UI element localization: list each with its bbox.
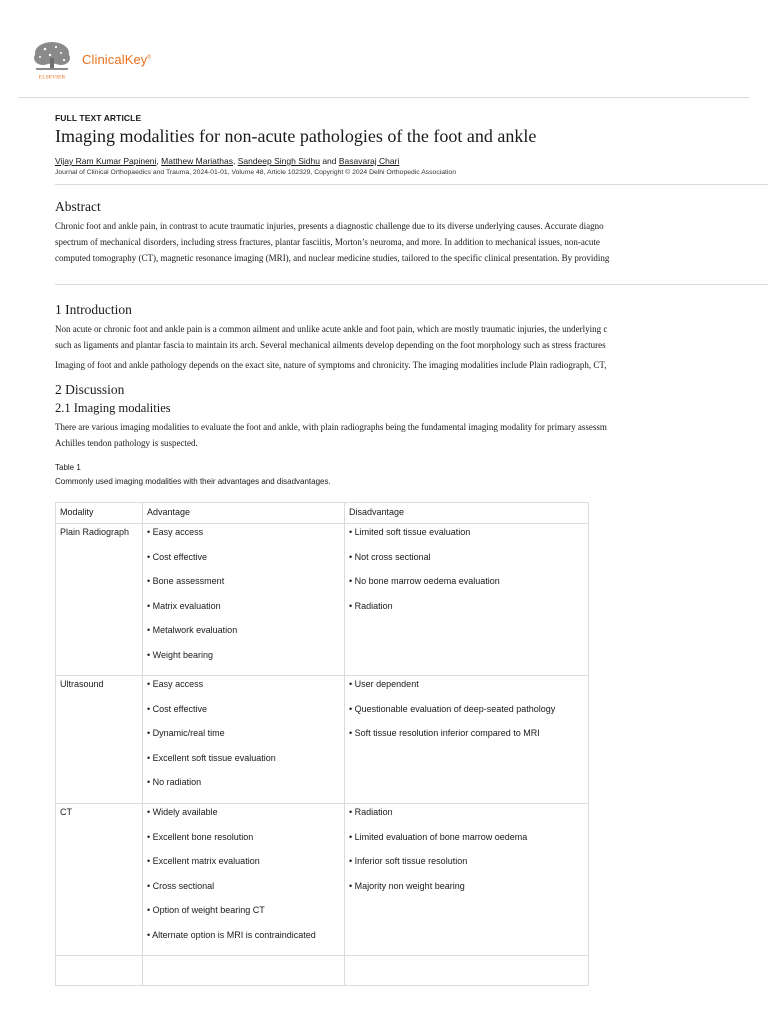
article-type: FULL TEXT ARTICLE [55,113,142,123]
disadvantage-item: • Radiation [349,807,393,817]
article-title: Imaging modalities for non-acute pathologies of the foot and ankle [55,126,537,146]
disadvantage-cell [345,956,589,986]
paragraph-line: such as ligaments and plantar fascia to maintain its arch. Several mechanical ailments develop depending on the foot morphology such as stress fractures [55,340,606,350]
brand-name: ClinicalKey [82,52,148,67]
author-separator: and [319,156,339,166]
author-link[interactable]: Basavaraj Chari [338,156,400,166]
section-divider [55,184,768,185]
advantage-item: • Option of weight bearing CT [147,905,265,915]
advantage-cell [143,804,345,956]
author-link[interactable]: Sandeep Singh Sidhu [237,156,320,166]
clinicalkey-brand[interactable] [82,52,151,67]
discussion-paragraph [55,419,768,451]
table-row [56,676,589,804]
disadvantage-item: • Radiation [349,600,393,611]
table-row [56,524,589,676]
section-divider [55,284,768,285]
advantage-item: • Dynamic/real time [147,728,225,738]
elsevier-tree-logo[interactable] [30,40,74,80]
advantage-cell [143,524,345,676]
disadvantage-item: • Soft tissue resolution inferior compared to MRI [349,728,540,738]
column-header-disadvantage: Disadvantage [345,503,589,524]
imaging-modalities-heading: 2.1 Imaging modalities [55,401,171,415]
table-row [56,956,589,986]
table-header-row [56,503,589,524]
modality-cell [56,956,143,986]
advantage-item: • Easy access [147,527,204,537]
disadvantage-item: • Not cross sectional [349,551,431,562]
advantage-item: • No radiation [147,777,202,787]
site-header [0,0,768,98]
advantage-cell [143,956,345,986]
disadvantage-item: • Limited soft tissue evaluation [349,527,471,537]
advantage-item: • Excellent soft tissue evaluation [147,752,276,763]
advantage-item: • Matrix evaluation [147,600,221,611]
table-caption: Commonly used imaging modalities with their advantages and disadvantages. [55,477,331,486]
advantage-item: • Excellent bone resolution [147,831,254,842]
introduction-paragraph [55,321,768,353]
abstract-text [55,218,768,266]
advantage-item: • Cross sectional [147,880,215,891]
author-separator: , [156,156,162,166]
introduction-paragraph: Imaging of foot and ankle pathology depends on the exact site, nature of symptoms and chronicity. The imaging modalities include Plain radiograph, CT, [55,360,607,370]
paragraph-line: There are various imaging modalities to evaluate the foot and ankle, with plain radiographs being the fundamental imaging modality for primary assessm [55,422,607,432]
author-link[interactable]: Matthew Mariathas [161,156,233,166]
abstract-line: spectrum of mechanical disorders, including stress fractures, plantar fasciitis, Morton’s neuroma, and more. In addition to mechanical issues, non-acute [55,237,600,247]
abstract-line: computed tomography (CT), magnetic resonance imaging (MRI), and nuclear medicine studies, tailored to the specific clinical presentation. By providing [55,253,610,263]
disadvantage-cell [345,804,589,956]
paragraph-line: Non acute or chronic foot and ankle pain is a common ailment and unlike acute ankle and foot pain, which are mostly traumatic injuries, the underlying c [55,324,608,334]
advantage-item: • Cost effective [147,703,208,714]
column-header-advantage: Advantage [143,503,345,524]
journal-citation: Journal of Clinical Orthopaedics and Trauma, 2024-01-01, Volume 48, Article 102329, Copyright © 2024 Delhi Orthopedic Association [55,169,456,176]
advantage-item: • Cost effective [147,551,208,562]
disadvantage-item: • Inferior soft tissue resolution [349,856,468,866]
advantage-item: • Alternate option is MRI is contraindicated [147,929,316,940]
modality-cell: Plain Radiograph [56,524,143,676]
advantage-item: • Widely available [147,807,218,817]
advantage-item: • Metalwork evaluation [147,625,238,635]
modality-cell: Ultrasound [56,676,143,804]
disadvantage-item: • Majority non weight bearing [349,880,465,891]
brand-registered-mark: ® [147,54,152,61]
disadvantage-cell [345,676,589,804]
header-divider [18,97,749,98]
disadvantage-cell [345,524,589,676]
abstract-heading: Abstract [55,199,101,214]
abstract-line: Chronic foot and ankle pain, in contrast to acute traumatic injuries, presents a diagnostic challenge due to its diverse underlying causes. Accurate diagno [55,221,604,231]
disadvantage-item: • Questionable evaluation of deep-seated pathology [349,703,556,714]
advantage-cell [143,676,345,804]
author-separator: , [232,156,238,166]
column-header-modality: Modality [56,503,143,524]
table-label: Table 1 [55,463,81,472]
modality-cell: CT [56,804,143,956]
table-row [56,804,589,956]
advantage-item: • Bone assessment [147,576,225,586]
disadvantage-item: • User dependent [349,679,419,689]
discussion-heading: 2 Discussion [55,382,125,397]
publisher-name: ELSEVIER [38,74,66,80]
disadvantage-item: • No bone marrow oedema evaluation [349,576,500,586]
disadvantage-item: • Limited evaluation of bone marrow oedema [349,831,528,842]
advantage-item: • Excellent matrix evaluation [147,856,260,866]
article-content [55,113,768,986]
paragraph-line: Achilles tendon pathology is suspected. [55,438,198,448]
modalities-table [55,502,589,986]
author-link[interactable]: Vijay Ram Kumar Papineni [55,156,157,166]
introduction-heading: 1 Introduction [55,302,132,317]
author-list [55,156,768,166]
advantage-item: • Weight bearing [147,649,214,660]
advantage-item: • Easy access [147,679,204,689]
